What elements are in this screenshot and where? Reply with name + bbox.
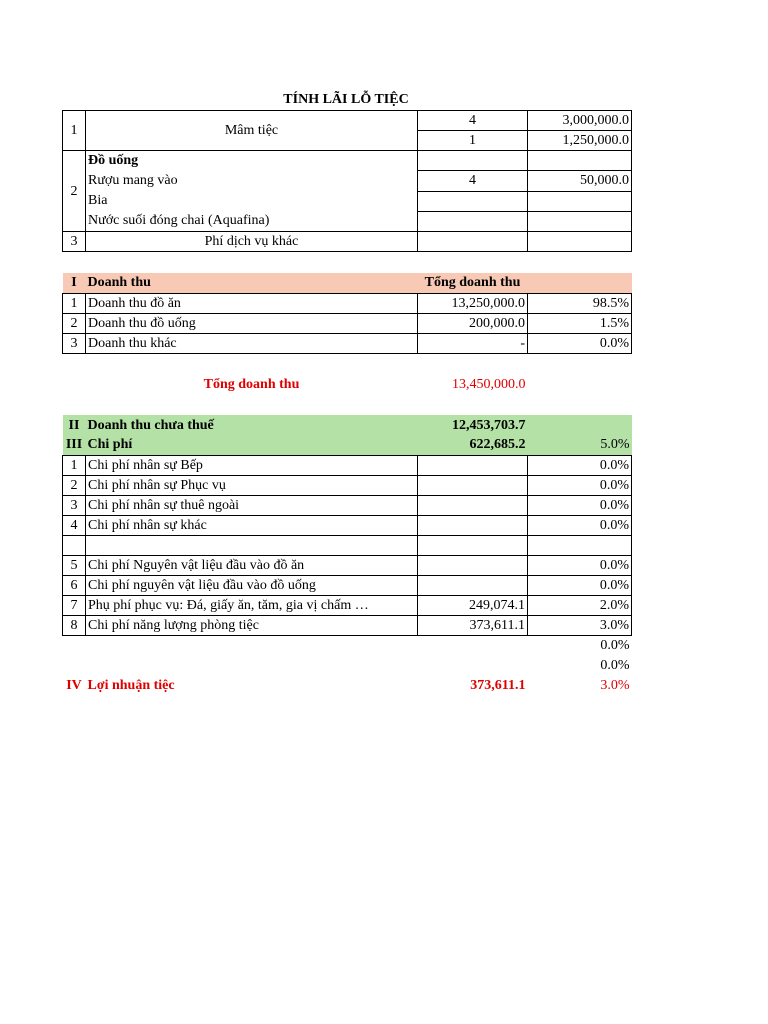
percent-cell[interactable]: 0.0%: [528, 555, 632, 575]
table-row: [63, 151, 632, 171]
row-label: Doanh thu đồ ăn: [86, 293, 418, 313]
row-label: Chi phí nhân sự khác: [86, 515, 418, 535]
amount-cell[interactable]: [418, 475, 528, 495]
quantity-cell[interactable]: [418, 191, 528, 211]
price-cell[interactable]: [528, 211, 632, 231]
cost-table: [62, 415, 632, 695]
quantity-cell[interactable]: 4: [418, 111, 528, 131]
amount-cell[interactable]: -: [418, 333, 528, 353]
amount-cell[interactable]: 249,074.1: [418, 595, 528, 615]
quantity-cell[interactable]: 1: [418, 131, 528, 151]
drink-item: Rượu mang vào: [88, 173, 178, 188]
amount-cell[interactable]: [418, 535, 528, 555]
amount-cell[interactable]: [418, 515, 528, 535]
percent-cell[interactable]: 0.0%: [528, 333, 632, 353]
percent-cell[interactable]: 5.0%: [528, 435, 632, 455]
table-row: [63, 313, 632, 333]
drinks-cell: [86, 151, 418, 232]
percent-cell[interactable]: 0.0%: [528, 495, 632, 515]
section-label: Chi phí: [86, 435, 418, 455]
section-number: II: [63, 415, 86, 435]
table-row: [63, 333, 632, 353]
percent-cell[interactable]: 2.0%: [528, 595, 632, 615]
drinks-heading: Đồ uống: [88, 153, 139, 168]
table-row: [63, 575, 632, 595]
percent-cell[interactable]: 0.0%: [600, 657, 630, 673]
table-row: [63, 555, 632, 575]
table-row: [63, 232, 632, 252]
dish-label: Mâm tiệc: [86, 111, 418, 151]
table-row: [63, 595, 632, 615]
percent-cell[interactable]: 0.0%: [528, 575, 632, 595]
row-label: Doanh thu đồ uống: [86, 313, 418, 333]
pretax-revenue-row: [63, 415, 632, 435]
row-number: 2: [63, 151, 86, 232]
row-number: 1: [63, 111, 86, 151]
row-label: Chi phí nhân sự Bếp: [86, 455, 418, 475]
input-table: [62, 110, 632, 252]
table-row: [63, 635, 632, 655]
table-row: [63, 455, 632, 475]
section-label: Doanh thu chưa thuế: [86, 415, 418, 435]
page-title: TÍNH LÃI LỖ TIỆC: [283, 92, 409, 107]
table-row: [63, 535, 632, 555]
table-row: [63, 655, 632, 675]
quantity-cell[interactable]: [418, 232, 528, 252]
price-cell[interactable]: 50,000.0: [528, 171, 632, 191]
row-label: Chi phí nguyên vật liệu đầu vào đồ uống: [86, 575, 418, 595]
row-label: Chi phí nhân sự Phục vụ: [86, 475, 418, 495]
row-number: 1: [63, 293, 86, 313]
section-number: I: [63, 273, 86, 293]
percent-cell[interactable]: 0.0%: [528, 475, 632, 495]
price-cell[interactable]: 3,000,000.0: [528, 111, 632, 131]
row-number: 6: [63, 575, 86, 595]
profit-row: [63, 675, 632, 695]
total-revenue-label: Tổng doanh thu: [203, 376, 300, 392]
section-number: III: [63, 435, 86, 455]
amount-cell[interactable]: [418, 555, 528, 575]
row-number: 8: [63, 615, 86, 635]
percent-cell[interactable]: 0.0%: [600, 637, 630, 653]
column-header: Tổng doanh thu: [418, 273, 528, 293]
amount-cell[interactable]: [418, 455, 528, 475]
row-number: [63, 535, 86, 555]
expense-header: [63, 435, 632, 455]
revenue-header: [63, 273, 632, 293]
percent-cell[interactable]: 0.0%: [528, 455, 632, 475]
amount-cell[interactable]: [418, 575, 528, 595]
row-number: 7: [63, 595, 86, 615]
row-number: 3: [63, 232, 86, 252]
amount-cell[interactable]: 373,611.1: [418, 615, 528, 635]
row-number: 1: [63, 455, 86, 475]
price-cell[interactable]: [528, 232, 632, 252]
amount-cell[interactable]: 200,000.0: [418, 313, 528, 333]
row-number: 2: [63, 475, 86, 495]
table-row: [63, 495, 632, 515]
percent-cell[interactable]: 3.0%: [528, 615, 632, 635]
table-row: [63, 615, 632, 635]
profit-percent[interactable]: 3.0%: [600, 677, 630, 693]
percent-cell[interactable]: 0.0%: [528, 515, 632, 535]
row-number: 4: [63, 515, 86, 535]
total-revenue-row: [63, 374, 632, 394]
table-row: [63, 475, 632, 495]
quantity-cell[interactable]: [418, 211, 528, 231]
percent-cell[interactable]: [528, 535, 632, 555]
row-number: 3: [63, 495, 86, 515]
total-revenue-value[interactable]: 13,450,000.0: [452, 376, 526, 392]
amount-cell[interactable]: 622,685.2: [418, 435, 528, 455]
table-row: [63, 293, 632, 313]
other-fee-label: Phí dịch vụ khác: [86, 232, 418, 252]
profit-amount[interactable]: 373,611.1: [470, 677, 526, 693]
row-number: 2: [63, 313, 86, 333]
row-number: 5: [63, 555, 86, 575]
section-label: Doanh thu: [86, 273, 418, 293]
amount-cell[interactable]: 13,250,000.0: [418, 293, 528, 313]
row-label: Chi phí nhân sự thuê ngoài: [86, 495, 418, 515]
row-label: Phụ phí phục vụ: Đá, giấy ăn, tăm, gia vị chấm …: [86, 595, 418, 615]
table-row: [63, 111, 632, 131]
price-cell[interactable]: [528, 151, 632, 171]
amount-cell[interactable]: 12,453,703.7: [418, 415, 528, 435]
percent-cell[interactable]: 98.5%: [528, 293, 632, 313]
section-number: IV: [66, 677, 82, 693]
profit-label: Lợi nhuận tiệc: [87, 677, 175, 693]
table-row: [63, 515, 632, 535]
row-label: Doanh thu khác: [86, 333, 418, 353]
quantity-cell[interactable]: [418, 151, 528, 171]
drink-item: Nước suối đóng chai (Aquafina): [88, 213, 270, 228]
revenue-table: [62, 273, 632, 394]
percent-cell[interactable]: 1.5%: [528, 313, 632, 333]
row-label: [86, 535, 418, 555]
quantity-cell[interactable]: 4: [418, 171, 528, 191]
row-number: 3: [63, 333, 86, 353]
row-label: Chi phí năng lượng phòng tiệc: [86, 615, 418, 635]
drink-item: Bia: [88, 193, 108, 208]
row-label: Chi phí Nguyên vật liệu đầu vào đồ ăn: [86, 555, 418, 575]
price-cell[interactable]: [528, 191, 632, 211]
price-cell[interactable]: 1,250,000.0: [528, 131, 632, 151]
amount-cell[interactable]: [418, 495, 528, 515]
